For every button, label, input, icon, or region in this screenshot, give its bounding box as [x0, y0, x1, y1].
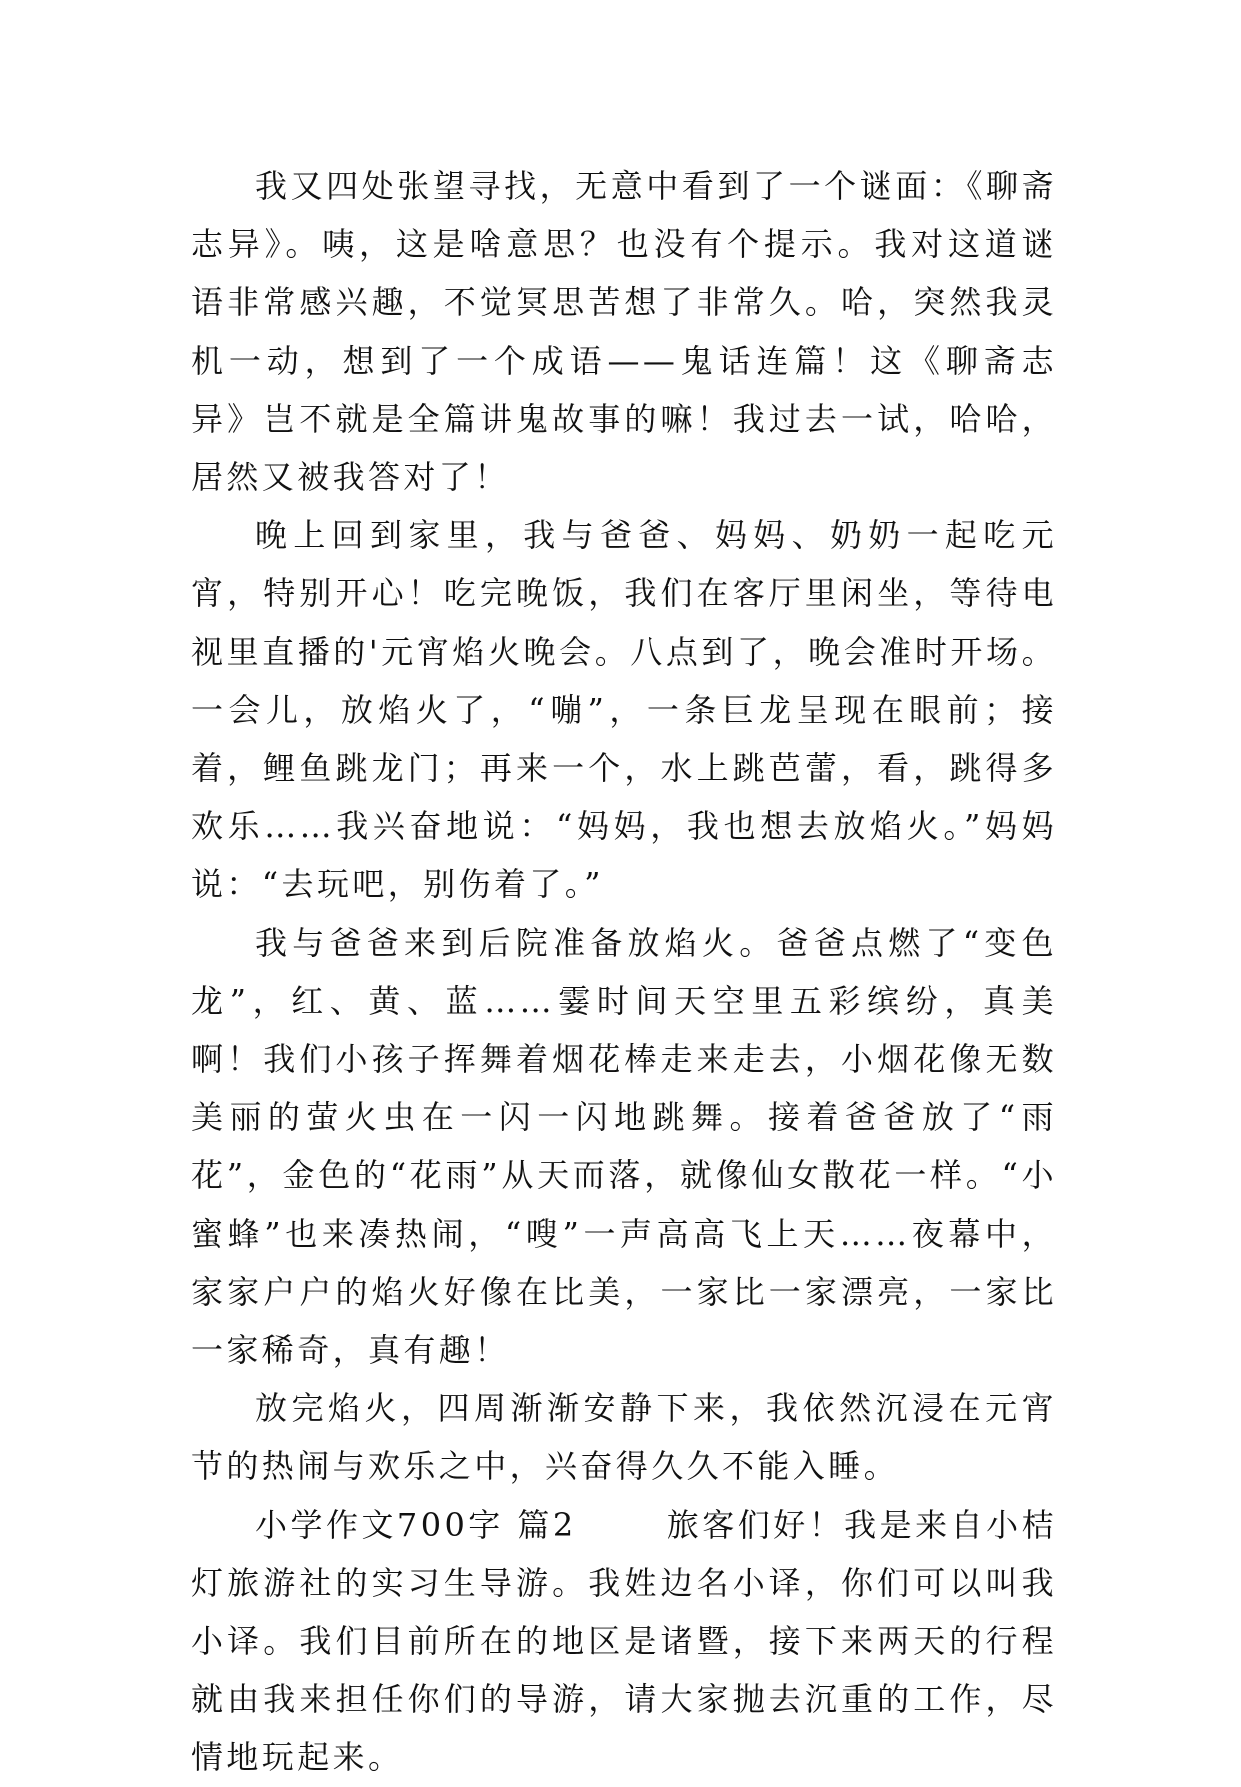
- paragraph-evening-gala: 晚上回到家里，我与爸爸、妈妈、奶奶一起吃元宵，特别开心！吃完晚饭，我们在客厅里闲坐，等待电视里直播的'元宵焰火晚会。八点到了，晚会准时开场。一会儿，放焰火了，“嘣”，一条巨龙呈现在眼前；接着，鲤鱼跳龙门；再来一个，水上跳芭蕾，看，跳得多欢乐……我兴奋地说：“妈妈，我也想去放焰火。”妈妈说：“去玩吧，别伤着了。”: [191, 516, 1057, 904]
- document-body: [191, 157, 1057, 1787]
- essay-2-body: 旅客们好！我是来自小桔灯旅游社的实习生导游。我姓边名小译，你们可以叫我小译。我们目前所在的地区是诸暨，接下来两天的行程就由我来担任你们的导游，请大家抛去沉重的工作，尽情地玩起来。: [191, 1505, 1058, 1777]
- paragraph-essay-2: [191, 1496, 1057, 1787]
- paragraph-lantern-riddle: 我又四处张望寻找，无意中看到了一个谜面：《聊斋志异》。咦，这是啥意思？也没有个提示。我对这道谜语非常感兴趣，不觉冥思苦想了非常久。哈，突然我灵机一动，想到了一个成语——鬼话连篇！这《聊斋志异》岂不就是全篇讲鬼故事的嘛！我过去一试，哈哈，居然又被我答对了！: [191, 167, 1057, 497]
- paragraph-fireworks: 我与爸爸来到后院准备放焰火。爸爸点燃了“变色龙”，红、黄、蓝……霎时间天空里五彩缤纷，真美啊！我们小孩子挥舞着烟花棒走来走去，小烟花像无数美丽的萤火虫在一闪一闪地跳舞。接着爸爸放了“雨花”，金色的“花雨”从天而落，就像仙女散花一样。“小蜜蜂”也来凑热闹，“嗖”一声高高飞上天……夜幕中，家家户户的焰火好像在比美，一家比一家漂亮，一家比一家稀奇，真有趣！: [191, 923, 1057, 1370]
- essay-heading: 小学作文700字 篇2: [255, 1505, 577, 1544]
- paragraph-ending: 放完焰火，四周渐渐安静下来，我依然沉浸在元宵节的热闹与欢乐之中，兴奋得久久不能入睡。: [191, 1389, 1057, 1486]
